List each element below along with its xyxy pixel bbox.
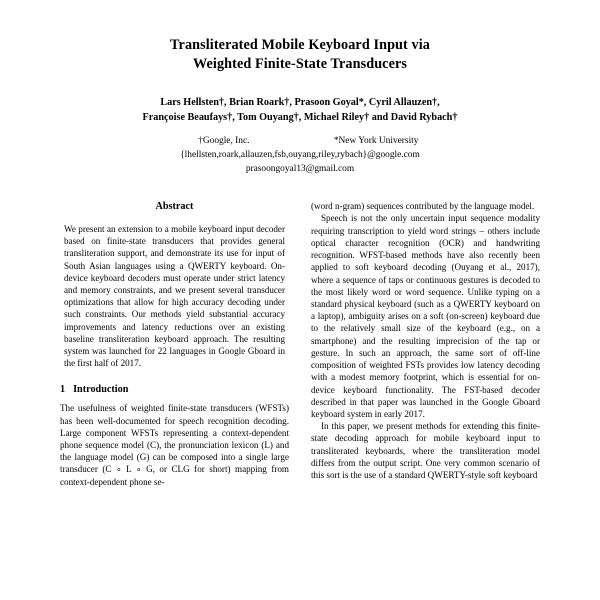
abstract-body: [60, 223, 289, 370]
affiliation-google: †Google, Inc.: [198, 135, 250, 146]
title-line-2: Weighted Finite-State Transducers: [193, 56, 407, 73]
email-line-1: {lhellsten,roark,allauzen,fsb,ouyang,riley,rybach}@google.com: [180, 150, 420, 161]
section-heading-introduction: [60, 383, 289, 397]
section-number: 1: [60, 383, 66, 395]
right-paragraph-2: Speech is not the only uncertain input sequence modality requiring transcription to yield word strings – others include optical character recognition (OCR) and handwriting recognition. WFST-based methods have also recently been applied to soft keyboard decoding (Ouyang et al., 2017), where a sequence of taps or continuous gestures is decoded to the most likely word or word sequence. Unlike typing on a standard physical keyboard (such as a QWERTY keyboard on a laptop), ambiguity arises on a soft (on-screen) keyboard due to the relatively small size of the keyboard (e.g., on a smartphone) and the resulting imprecision of the tap or gesture. In such an approach, the same sort of off-line composition of weighted FSTs provides low latency decoding with a modest memory footprint, which is essential for on-device keyboard functionality. The FST-based decoder described in that paper was launched in the Google Gboard keyboard system in early 2017.: [311, 213, 540, 419]
column-right: [311, 200, 540, 488]
abstract-paragraph: We present an extension to a mobile keyboard input decoder based on finite-state transducers that provides general transliteration support, and demonstrate its use for input of South Asian languages using a QWERTY keyboard. On-device keyboard decoders must operate under strict latency and memory constraints, and we present several transducer optimizations that allow for high accuracy decoding under such constraints. Our methods yield substantial accuracy improvements and latency reductions over an existing baseline transliteration keyboard approach. The resulting system was launched for 22 languages in Google Gboard in the first half of 2017.: [64, 223, 285, 369]
author-list: [60, 96, 540, 126]
page-title: [60, 36, 540, 74]
author-line-1: Lars Hellsten†, Brian Roark†, Prasoon Goyal*, Cyril Allauzen†,: [160, 97, 440, 109]
title-line-1: Transliterated Mobile Keyboard Input via: [170, 37, 430, 53]
intro-paragraph-1: The usefulness of weighted finite-state transducers (WFSTs) has been well-documented for speech recognition decoding. Large component WFSTs representing a context-dependent phone sequence model (C), the pronunciation lexicon (L) and the language model (G) can be composed into a single large transducer (C ∘ L ∘ G, or CLG for short) mapping from context-dependent phone se-: [60, 403, 289, 487]
affiliation-nyu: *New York University: [333, 135, 419, 146]
email-block: [60, 148, 540, 176]
email-line-2: prasoongoyal13@gmail.com: [245, 164, 355, 175]
right-paragraph-3: In this paper, we present methods for extending this finite-state decoding approach for mobile keyboard input to transliterated keyboards, where the transliteration model differs from the output script. One very common scenario of this sort is the use of a standard QWERTY-style soft keyboard: [311, 421, 540, 481]
body-columns: [60, 200, 540, 488]
author-line-2: Françoise Beaufays†, Tom Ouyang†, Michael Riley† and David Rybach†: [142, 112, 458, 124]
column-left: [60, 200, 289, 488]
section-title: Introduction: [73, 383, 129, 395]
affiliations: [60, 134, 540, 148]
right-paragraph-1: (word n-gram) sequences contributed by the language model.: [311, 201, 535, 212]
abstract-heading: Abstract: [155, 201, 194, 213]
